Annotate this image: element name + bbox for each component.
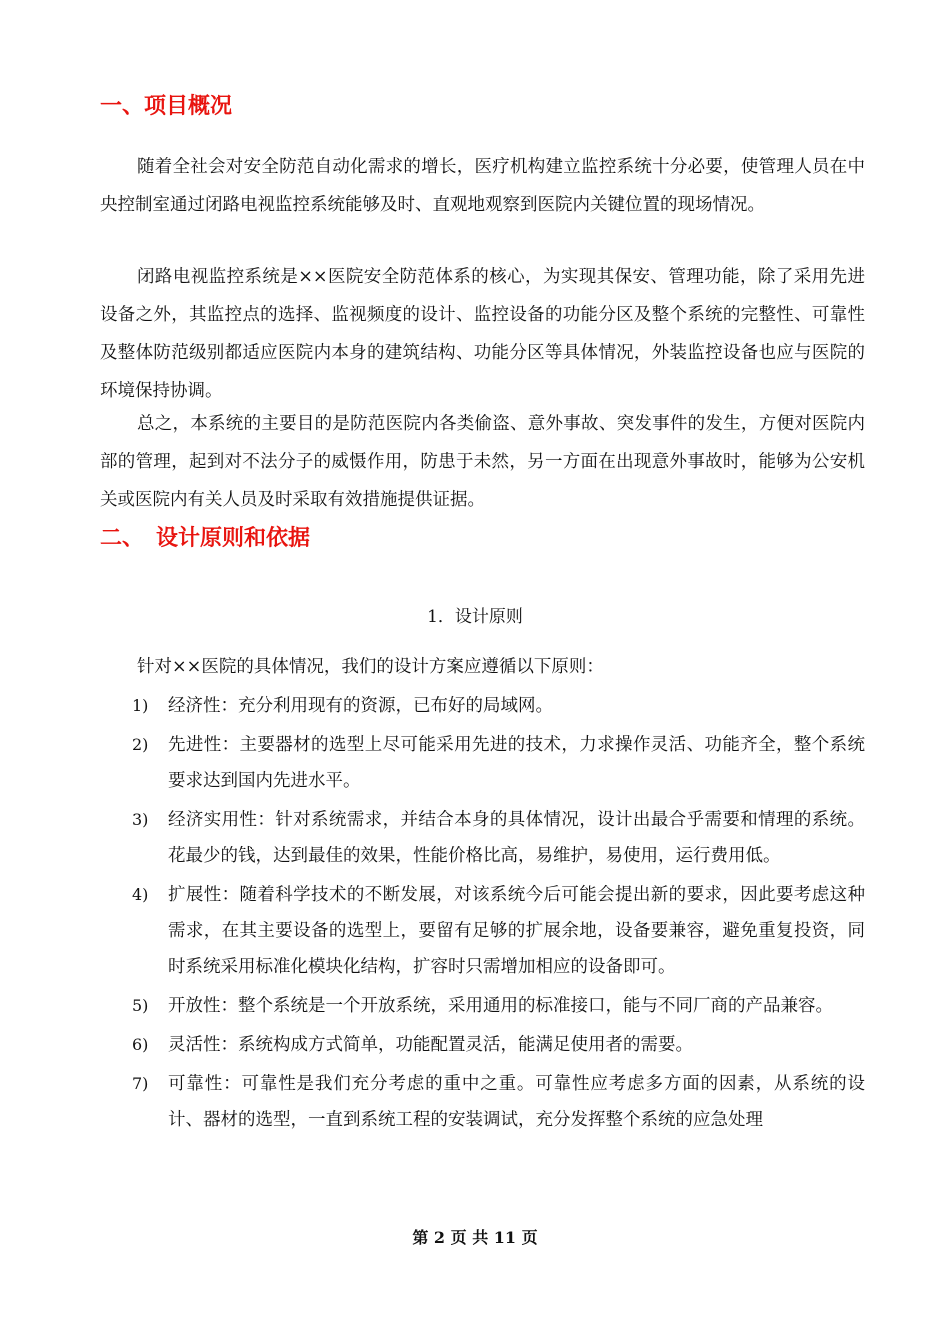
section-title: 设计原则和依据 xyxy=(156,526,311,551)
section-heading-2 xyxy=(100,524,310,554)
paragraph: 总之，本系统的主要目的是防范医院内各类偷盗、意外事故、突发事件的发生，方便对医院内部的管理，起到对不法分子的威慑作用，防患于未然，另一方面在出现意外事故时，能够为公安机关或医院内有关人员及时采取有效措施提供证据。 xyxy=(100,414,865,510)
principles-list xyxy=(100,688,865,1141)
list-item xyxy=(100,727,865,799)
section-number: 一、 xyxy=(100,94,145,119)
list-marker: 3) xyxy=(132,810,149,829)
list-item xyxy=(100,802,865,874)
subsection-title: 1．设计原则 xyxy=(427,607,523,627)
page-footer: 第 2 页 共 11 页 xyxy=(412,1228,538,1247)
section-number: 二、 xyxy=(100,526,145,551)
list-item-text: 先进性：主要器材的选型上尽可能采用先进的技术，力求操作灵活、功能齐全，整个系统要求达到国内先进水平。 xyxy=(168,735,865,791)
list-item-text: 经济实用性：针对系统需求，并结合本身的具体情况，设计出最合乎需要和情理的系统。花最少的钱，达到最佳的效果，性能价格比高，易维护，易使用，运行费用低。 xyxy=(168,810,865,866)
list-marker: 6) xyxy=(132,1035,149,1054)
list-marker: 2) xyxy=(132,735,149,754)
list-item-text: 开放性：整个系统是一个开放系统，采用通用的标准接口，能与不同厂商的产品兼容。 xyxy=(168,996,833,1016)
paragraph: 随着全社会对安全防范自动化需求的增长，医疗机构建立监控系统十分必要，使管理人员在中央控制室通过闭路电视监控系统能够及时、直观地观察到医院内关键位置的现场情况。 xyxy=(100,157,865,215)
list-marker: 1) xyxy=(132,696,149,715)
list-item-text: 经济性：充分利用现有的资源，已布好的局域网。 xyxy=(168,696,553,716)
list-item-text: 灵活性：系统构成方式简单，功能配置灵活，能满足使用者的需要。 xyxy=(168,1035,693,1055)
list-intro: 针对××医院的具体情况，我们的设计方案应遵循以下原则： xyxy=(137,657,604,677)
list-item xyxy=(100,988,865,1024)
section-title: 项目概况 xyxy=(144,94,233,119)
list-marker: 5) xyxy=(132,996,149,1015)
section-heading-1 xyxy=(100,92,232,122)
list-item xyxy=(100,1027,865,1063)
list-item-text: 可靠性：可靠性是我们充分考虑的重中之重。可靠性应考虑多方面的因素，从系统的设计、器材的选型，一直到系统工程的安装调试，充分发挥整个系统的应急处理 xyxy=(168,1074,865,1130)
list-marker: 4) xyxy=(132,885,149,904)
list-item xyxy=(100,688,865,724)
list-item xyxy=(100,1066,865,1138)
list-item-text: 扩展性：随着科学技术的不断发展，对该系统今后可能会提出新的要求，因此要考虑这种需求，在其主要设备的选型上，要留有足够的扩展余地，设备要兼容，避免重复投资，同时系统采用标准化模块化结构，扩容时只需增加相应的设备即可。 xyxy=(168,885,865,977)
paragraph: 闭路电视监控系统是××医院安全防范体系的核心，为实现其保安、管理功能，除了采用先进设备之外，其监控点的选择、监视频度的设计、监控设备的功能分区及整个系统的完整性、可靠性及整体防范级别都适应医院内本身的建筑结构、功能分区等具体情况，外装监控设备也应与医院的环境保持协调。 xyxy=(100,267,865,401)
list-marker: 7) xyxy=(132,1074,149,1093)
list-item xyxy=(100,877,865,985)
